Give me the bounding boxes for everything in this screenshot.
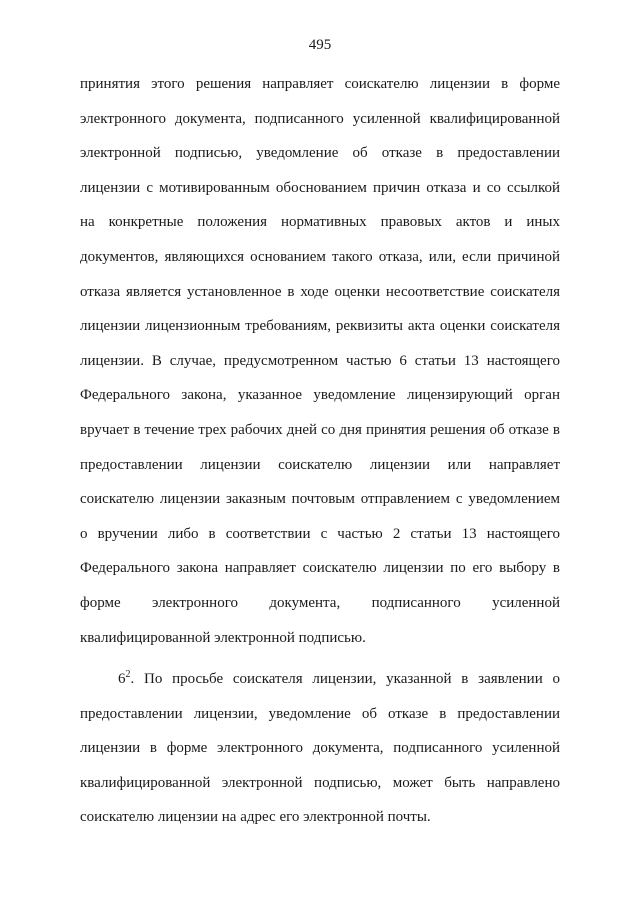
page-number: 495 [308,37,332,53]
text-line: документов, являющихся основанием такого отказа, или, если причиной [80,248,560,265]
paragraph-number: 6 [118,671,126,688]
text-line: соискателю лицензии заказным почтовым отправлением с уведомлением [80,491,560,508]
text-line: лицензии с мотивированным обоснованием причин отказа и со ссылкой [80,179,560,196]
text-line: лицензии в форме электронного документа, подписанного усиленной [80,740,560,757]
text-line: квалифицированной электронной подписью. [80,629,366,646]
text-line: лицензии лицензионным требованиям, реквизиты акта оценки соискателя [80,318,560,335]
text-line: предоставлении лицензии соискателю лицензии или направляет [80,456,560,473]
text-line: электронной подписью, уведомление об отказе в предоставлении [80,145,560,162]
text-line: отказа является установленное в ходе оценки несоответствие соискателя [80,283,560,300]
document-body [80,67,560,835]
text-line: о вручении либо в соответствии с частью 2 статьи 13 настоящего [80,525,560,542]
paragraph-number-superscript: 2 [125,669,131,681]
paragraph-gap [80,655,560,662]
text-line: электронного документа, подписанного усиленной квалифицированной [80,110,560,127]
text-line: лицензии. В случае, предусмотренном частью 6 статьи 13 настоящего [80,352,560,369]
text-line: Федерального закона направляет соискателю лицензии по его выбору в [80,560,560,577]
text-line: соискателю лицензии на адрес его электронной почты. [80,809,431,826]
paragraph-1 [80,67,560,655]
text-line: вручает в течение трех рабочих дней со дня принятия решения об отказе в [80,421,560,438]
text-line: предоставлении лицензии, уведомление об отказе в предоставлении [80,705,560,722]
text-line-first [80,662,560,697]
first-line-text: . По просьбе соискателя лицензии, указанной в заявлении о [130,671,560,688]
text-line: квалифицированной электронной подписью, может быть направлено [80,774,560,791]
text-line: форме электронного документа, подписанного усиленной [80,594,560,611]
text-line: Федерального закона, указанное уведомление лицензирующий орган [80,387,560,404]
text-line: принятия этого решения направляет соискателю лицензии в форме [80,76,560,92]
paragraph-2 [80,662,560,835]
text-line: на конкретные положения нормативных правовых актов и иных [80,214,560,231]
